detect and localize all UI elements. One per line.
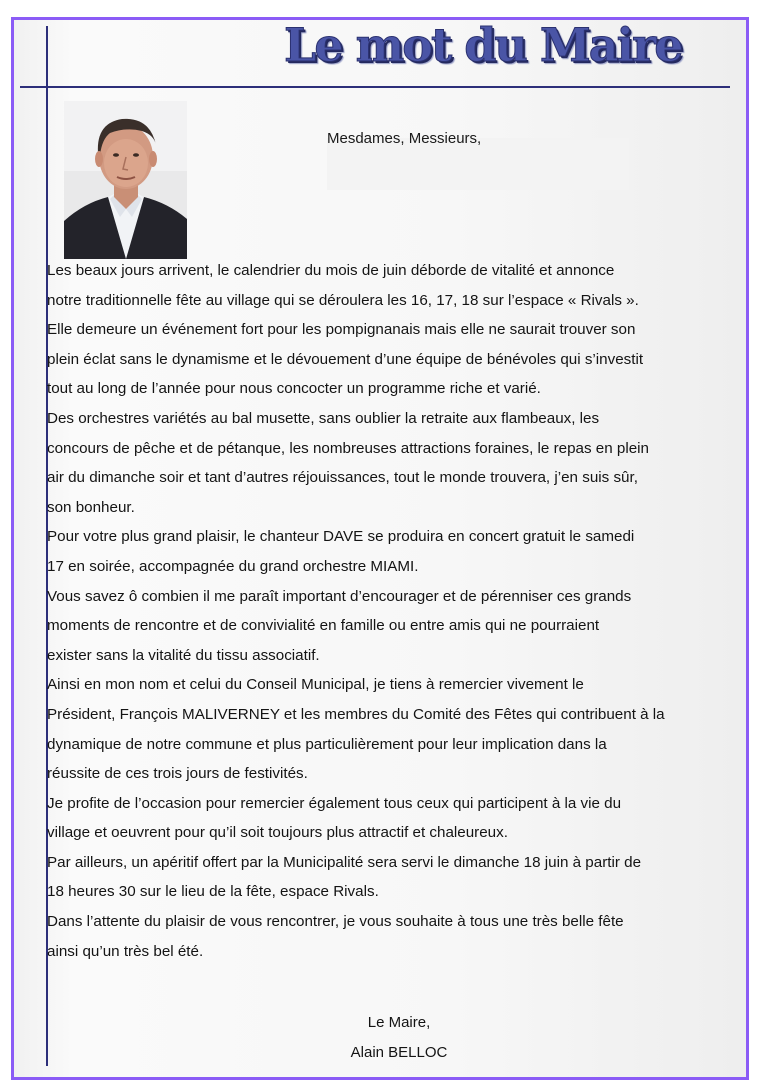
portrait-image	[64, 101, 187, 259]
letter-line: ainsi qu’un très bel été.	[47, 942, 204, 960]
letter-line: moments de rencontre et de convivialité en famille ou entre amis qui ne pourraient	[47, 617, 600, 635]
letter-line: 17 en soirée, accompagnée du grand orchestre MIAMI.	[47, 557, 419, 575]
letter-line: village et oeuvrent pour qu’il soit toujours plus attractif et chaleureux.	[47, 824, 508, 842]
letter-line: Ainsi en mon nom et celui du Conseil Municipal, je tiens à remercier vivement le	[47, 676, 584, 694]
letter-line: Pour votre plus grand plaisir, le chanteur DAVE se produira en concert gratuit le samedi	[47, 528, 635, 546]
letter-line: exister sans la vitalité du tissu associatif.	[47, 646, 320, 664]
letter-line: son bonheur.	[47, 498, 135, 516]
signature-block	[304, 1008, 494, 1068]
letter-line: Des orchestres variétés au bal musette, sans oublier la retraite aux flambeaux, les	[47, 409, 600, 427]
letter-line: tout au long de l’année pour nous concocter un programme riche et varié.	[47, 380, 541, 398]
letter-line: air du dimanche soir et tant d’autres réjouissances, tout le monde trouvera, j’en suis sûr,	[47, 469, 638, 487]
horizontal-rule	[20, 86, 730, 88]
letter-line: Elle demeure un événement fort pour les pompignanais mais elle ne saurait trouver son	[47, 321, 636, 339]
letter-line: Je profite de l’occasion pour remercier également tous ceux qui participent à la vie du	[47, 794, 622, 812]
letter-line: plein éclat sans le dynamisme et le dévouement d’une équipe de bénévoles qui s’investit	[47, 350, 644, 368]
signature-name: Alain BELLOC	[350, 1044, 448, 1061]
letter-line: Vous savez ô combien il me paraît important d’encourager et de pérenniser ces grands	[47, 587, 632, 605]
letter-salutation: Mesdames, Messieurs,	[327, 130, 482, 147]
letter-line: notre traditionnelle fête au village qui se déroulera les 16, 17, 18 sur l’espace « Rivals ».	[47, 291, 639, 309]
page-title: Le mot du Maire	[284, 18, 682, 72]
letter-line: dynamique de notre commune et plus particulièrement pour leur implication dans la	[47, 735, 607, 753]
letter-body	[47, 256, 749, 966]
letter-line: Les beaux jours arrivent, le calendrier du mois de juin déborde de vitalité et annonce	[47, 262, 615, 279]
mayor-portrait-photo	[64, 101, 187, 259]
document-page	[11, 17, 749, 1080]
letter-line: concours de pêche et de pétanque, les nombreuses attractions foraines, le repas en plein	[47, 439, 649, 457]
letter-line: 18 heures 30 sur le lieu de la fête, espace Rivals.	[47, 883, 379, 901]
signature-role: Le Maire,	[367, 1014, 431, 1031]
letter-line: Par ailleurs, un apéritif offert par la Municipalité sera servi le dimanche 18 juin à partir de	[47, 853, 642, 871]
letter-line: réussite de ces trois jours de festivités.	[47, 765, 308, 783]
letter-line: Dans l’attente du plaisir de vous rencontrer, je vous souhaite à tous une très belle fête	[47, 913, 624, 931]
letter-line: Président, François MALIVERNEY et les membres du Comité des Fêtes qui contribuent à la	[47, 705, 665, 723]
